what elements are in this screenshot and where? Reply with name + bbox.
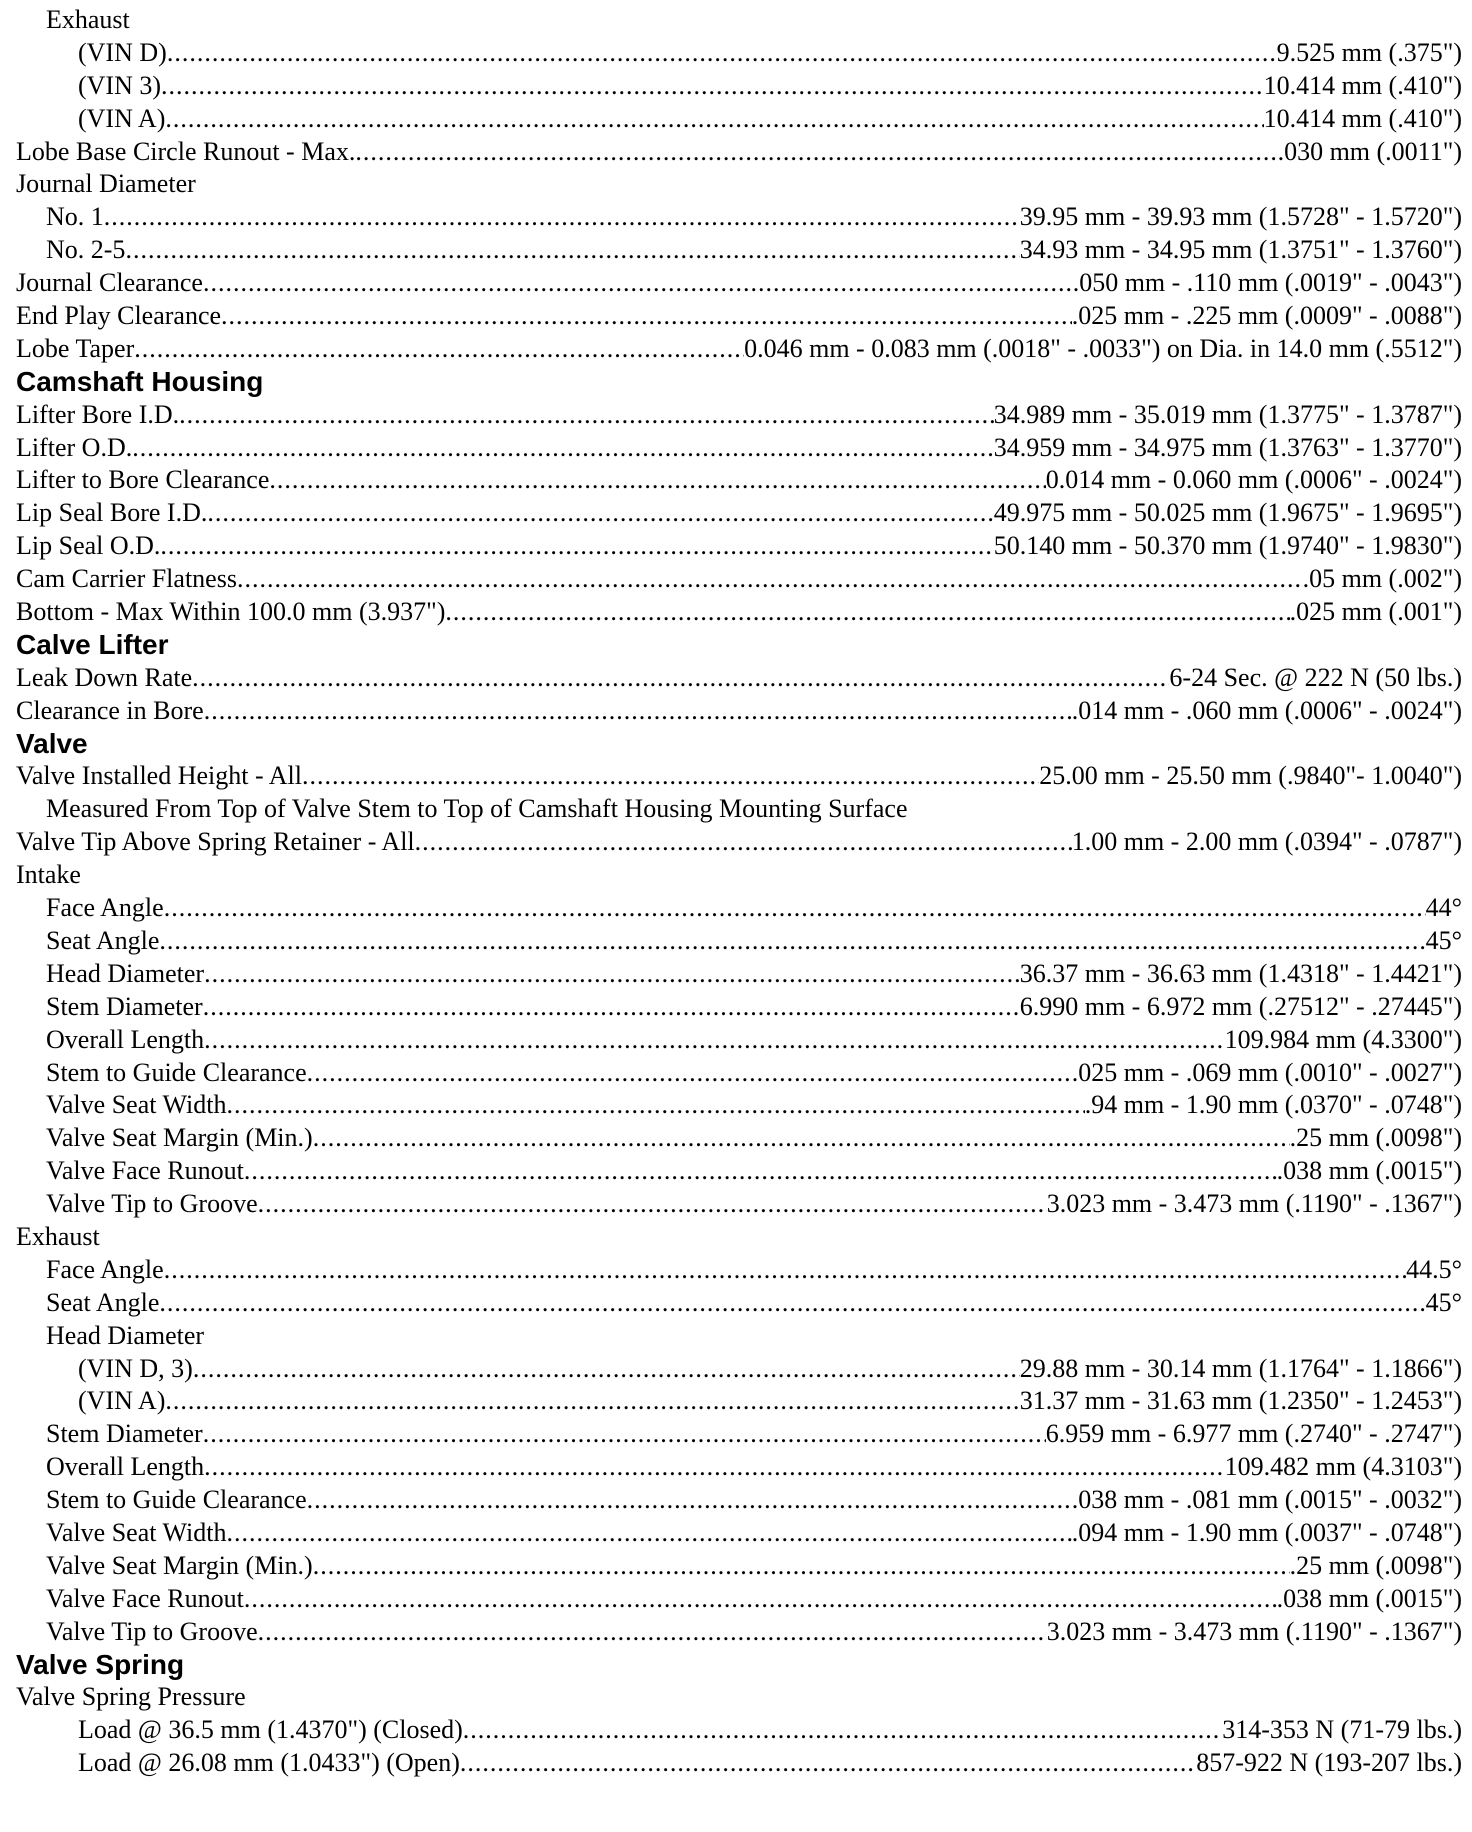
dot-leader [269, 464, 1045, 497]
spec-row [16, 1287, 1462, 1320]
spec-label: Leak Down Rate [16, 662, 193, 692]
spec-row [16, 1451, 1462, 1484]
spec-value: .038 mm (.0015") [1276, 1583, 1462, 1613]
group-text: Head Diameter [46, 1320, 205, 1350]
dot-leader [207, 497, 993, 530]
dot-leader [237, 563, 1303, 596]
spec-label: Valve Face Runout [46, 1156, 244, 1186]
dot-leader [355, 136, 1277, 169]
spec-row [16, 1714, 1462, 1747]
spec-row [16, 234, 1462, 267]
spec-group-label [16, 1320, 1462, 1353]
spec-label: (VIN A) [78, 1386, 166, 1416]
spec-row [16, 1188, 1462, 1221]
spec-label: Stem to Guide Clearance [46, 1485, 307, 1515]
group-text: Intake [16, 860, 81, 890]
spec-row [16, 399, 1462, 432]
spec-value: 29.88 mm - 30.14 mm (1.1764" - 1.1866") [1019, 1353, 1462, 1383]
spec-value: 6-24 Sec. @ 222 N (50 lbs.) [1169, 662, 1462, 692]
spec-group-label [16, 859, 1462, 892]
spec-value: 6.959 mm - 6.977 mm (.2740" - .2747") [1045, 1419, 1462, 1449]
spec-value: 109.984 mm (4.3300") [1224, 1024, 1462, 1054]
spec-row [16, 103, 1462, 136]
spec-value: .025 mm - .225 mm (.0009" - .0088") [1071, 301, 1462, 331]
spec-label: Journal Clearance [16, 268, 203, 298]
dot-leader [159, 1287, 1425, 1320]
dot-leader [160, 530, 993, 563]
spec-label: Lifter Bore I.D. [16, 399, 180, 429]
spec-row [16, 1122, 1462, 1155]
spec-value: .94 mm - 1.90 mm (.0370" - .0748") [1084, 1090, 1462, 1120]
spec-label: Stem Diameter [46, 991, 203, 1021]
spec-row [16, 1024, 1462, 1057]
group-text: Valve Spring Pressure [16, 1682, 246, 1712]
spec-value: 45° [1425, 1287, 1462, 1317]
dot-leader [463, 1714, 1222, 1747]
spec-row [16, 925, 1462, 958]
spec-row [16, 432, 1462, 465]
spec-row [16, 563, 1462, 596]
heading-text: Camshaft Housing [16, 365, 264, 397]
dot-leader [179, 399, 994, 432]
spec-row [16, 1550, 1462, 1583]
spec-row [16, 1583, 1462, 1616]
spec-label: Lip Seal Bore I.D. [16, 498, 208, 528]
group-text: Journal Diameter [16, 169, 196, 199]
spec-label: Lifter O.D. [16, 432, 133, 462]
dot-leader [203, 267, 1073, 300]
spec-label: Lobe Taper [16, 333, 135, 363]
spec-value: .038 mm - .081 mm (.0015" - .0032") [1071, 1485, 1462, 1515]
spec-label: Valve Tip to Groove [46, 1616, 258, 1646]
spec-value: 31.37 mm - 31.63 mm (1.2350" - 1.2453") [1019, 1386, 1462, 1416]
spec-label: Clearance in Bore [16, 695, 204, 725]
dot-leader [164, 892, 1426, 925]
spec-row [16, 596, 1462, 629]
spec-group-label [16, 1221, 1462, 1254]
spec-row [16, 37, 1462, 70]
spec-row [16, 70, 1462, 103]
spec-label: Seat Angle [46, 925, 160, 955]
group-text: Exhaust [46, 5, 130, 34]
spec-row [16, 201, 1462, 234]
spec-value: .030 mm (.0011") [1277, 136, 1462, 166]
dot-leader [302, 760, 1039, 793]
spec-label: Overall Length [46, 1452, 205, 1482]
spec-row [16, 300, 1462, 333]
spec-label: End Play Clearance [16, 301, 222, 331]
spec-label: Valve Tip to Groove [46, 1189, 258, 1219]
spec-value: 314-353 N (71-79 lbs.) [1222, 1715, 1462, 1745]
spec-row [16, 530, 1462, 563]
spec-label: Valve Seat Width [46, 1090, 227, 1120]
spec-label: (VIN D, 3) [78, 1353, 193, 1383]
spec-value: 857-922 N (193-207 lbs.) [1196, 1748, 1462, 1778]
dot-leader [204, 958, 1020, 991]
spec-list [16, 4, 1462, 1780]
dot-leader [203, 1418, 1046, 1451]
spec-row [16, 991, 1462, 1024]
spec-row [16, 464, 1462, 497]
spec-label: No. 2-5 [46, 235, 126, 265]
dot-leader [165, 103, 1263, 136]
spec-label: Lip Seal O.D. [16, 531, 161, 561]
spec-value: .025 mm (.001") [1289, 597, 1462, 627]
spec-row [16, 1089, 1462, 1122]
dot-leader [226, 1517, 1071, 1550]
spec-group-label [16, 168, 1462, 201]
spec-row [16, 760, 1462, 793]
dot-leader [445, 596, 1289, 629]
spec-row [16, 497, 1462, 530]
dot-leader [204, 695, 1072, 728]
group-text: Exhaust [16, 1221, 100, 1251]
spec-row [16, 136, 1462, 169]
spec-row [16, 826, 1462, 859]
spec-label: Face Angle [46, 893, 164, 923]
spec-label: Valve Face Runout [46, 1583, 244, 1613]
spec-label: (VIN D) [78, 37, 167, 67]
spec-label: Load @ 36.5 mm (1.4370") (Closed) [78, 1715, 463, 1745]
dot-leader [125, 234, 1019, 267]
spec-label: Valve Seat Width [46, 1517, 227, 1547]
group-text: Measured From Top of Valve Stem to Top of Camshaft Housing Mounting Surface [46, 794, 908, 824]
spec-value: .025 mm - .069 mm (.0010" - .0027") [1071, 1057, 1462, 1087]
spec-label: No. 1 [46, 202, 104, 232]
heading-text: Valve [16, 727, 88, 759]
dot-leader [134, 333, 744, 366]
spec-row [16, 1418, 1462, 1451]
spec-row [16, 958, 1462, 991]
dot-leader [132, 432, 993, 465]
heading-text: Valve Spring [16, 1648, 185, 1680]
spec-value: .038 mm (.0015") [1276, 1156, 1462, 1186]
spec-row [16, 892, 1462, 925]
spec-row [16, 1747, 1462, 1780]
spec-label: Valve Seat Margin (Min.) [46, 1123, 313, 1153]
spec-value: .25 mm (.0098") [1289, 1550, 1462, 1580]
spec-value: 36.37 mm - 36.63 mm (1.4318" - 1.4421") [1019, 958, 1462, 988]
spec-value: 0.014 mm - 0.060 mm (.0006" - .0024") [1045, 465, 1462, 495]
spec-group-label [16, 793, 1462, 826]
spec-value: 50.140 mm - 50.370 mm (1.9740" - 1.9830") [993, 531, 1462, 561]
spec-label: Overall Length [46, 1024, 205, 1054]
spec-row [16, 1057, 1462, 1090]
spec-row [16, 1155, 1462, 1188]
spec-row [16, 1484, 1462, 1517]
dot-leader [193, 1353, 1020, 1386]
spec-value: 39.95 mm - 39.93 mm (1.5728" - 1.5720") [1019, 202, 1462, 232]
spec-value: 0.046 mm - 0.083 mm (.0018" - .0033") on Dia. in 14.0 mm (.5512") [744, 333, 1462, 363]
dot-leader [204, 1451, 1225, 1484]
dot-leader [244, 1155, 1277, 1188]
spec-row [16, 1517, 1462, 1550]
dot-leader [165, 1385, 1019, 1418]
dot-leader [415, 826, 1072, 859]
spec-label: Valve Tip Above Spring Retainer - All [16, 827, 415, 857]
spec-value: 49.975 mm - 50.025 mm (1.9675" - 1.9695") [993, 498, 1462, 528]
spec-row [16, 662, 1462, 695]
dot-leader [159, 925, 1425, 958]
spec-row [16, 1385, 1462, 1418]
spec-value: 1.00 mm - 2.00 mm (.0394" - .0787") [1071, 827, 1462, 857]
spec-value: 25.00 mm - 25.50 mm (.9840"- 1.0040") [1039, 761, 1462, 791]
dot-leader [226, 1089, 1084, 1122]
section-heading [16, 629, 1462, 662]
section-heading [16, 728, 1462, 761]
dot-leader [167, 37, 1277, 70]
spec-value: 10.414 mm (.410") [1263, 70, 1462, 100]
spec-row [16, 267, 1462, 300]
spec-value: 34.989 mm - 35.019 mm (1.3775" - 1.3787") [993, 399, 1462, 429]
dot-leader [221, 300, 1072, 333]
spec-value: .094 mm - 1.90 mm (.0037" - .0748") [1071, 1517, 1462, 1547]
dot-leader [307, 1057, 1072, 1090]
spec-row [16, 1254, 1462, 1287]
spec-label: Seat Angle [46, 1287, 160, 1317]
spec-label: Bottom - Max Within 100.0 mm (3.937") [16, 597, 446, 627]
spec-row [16, 333, 1462, 366]
spec-value: .05 mm (.002") [1302, 564, 1462, 594]
spec-label: Valve Seat Margin (Min.) [46, 1550, 313, 1580]
spec-group-label [16, 1681, 1462, 1714]
spec-label: Lifter to Bore Clearance [16, 465, 270, 495]
spec-value: 45° [1425, 925, 1462, 955]
dot-leader [258, 1616, 1047, 1649]
spec-row [16, 695, 1462, 728]
dot-leader [313, 1122, 1290, 1155]
dot-leader [161, 70, 1264, 103]
spec-value: 109.482 mm (4.3103") [1224, 1452, 1462, 1482]
section-heading [16, 1649, 1462, 1682]
dot-leader [204, 1024, 1225, 1057]
spec-value: 10.414 mm (.410") [1263, 103, 1462, 133]
spec-group-label [16, 4, 1462, 37]
spec-label: Lobe Base Circle Runout - Max. [16, 136, 356, 166]
dot-leader [244, 1583, 1277, 1616]
spec-label: (VIN 3) [78, 70, 162, 100]
dot-leader [258, 1188, 1047, 1221]
spec-value: .050 mm - .110 mm (.0019" - .0043") [1072, 268, 1462, 298]
dot-leader [313, 1550, 1290, 1583]
dot-leader [104, 201, 1020, 234]
spec-label: Stem to Guide Clearance [46, 1057, 307, 1087]
dot-leader [307, 1484, 1072, 1517]
dot-leader [192, 662, 1169, 695]
spec-value: 3.023 mm - 3.473 mm (.1190" - .1367") [1046, 1189, 1462, 1219]
spec-value: 34.959 mm - 34.975 mm (1.3763" - 1.3770") [993, 432, 1462, 462]
spec-value: .014 mm - .060 mm (.0006" - .0024") [1071, 695, 1462, 725]
spec-value: 44° [1425, 893, 1462, 923]
spec-value: 44.5° [1406, 1254, 1462, 1284]
spec-value: 6.990 mm - 6.972 mm (.27512" - .27445") [1019, 991, 1462, 1021]
spec-label: Valve Installed Height - All [16, 761, 302, 791]
dot-leader [203, 991, 1020, 1024]
spec-label: Stem Diameter [46, 1419, 203, 1449]
spec-label: (VIN A) [78, 103, 166, 133]
spec-value: 9.525 mm (.375") [1276, 37, 1462, 67]
spec-row [16, 1353, 1462, 1386]
spec-label: Load @ 26.08 mm (1.0433") (Open) [78, 1748, 460, 1778]
spec-value: .25 mm (.0098") [1289, 1123, 1462, 1153]
spec-label: Head Diameter [46, 958, 205, 988]
spec-label: Face Angle [46, 1254, 164, 1284]
dot-leader [164, 1254, 1406, 1287]
dot-leader [460, 1747, 1196, 1780]
spec-value: 3.023 mm - 3.473 mm (.1190" - .1367") [1046, 1616, 1462, 1646]
heading-text: Calve Lifter [16, 628, 169, 660]
spec-value: 34.93 mm - 34.95 mm (1.3751" - 1.3760") [1019, 235, 1462, 265]
spec-row [16, 1616, 1462, 1649]
spec-label: Cam Carrier Flatness [16, 564, 237, 594]
section-heading [16, 366, 1462, 399]
